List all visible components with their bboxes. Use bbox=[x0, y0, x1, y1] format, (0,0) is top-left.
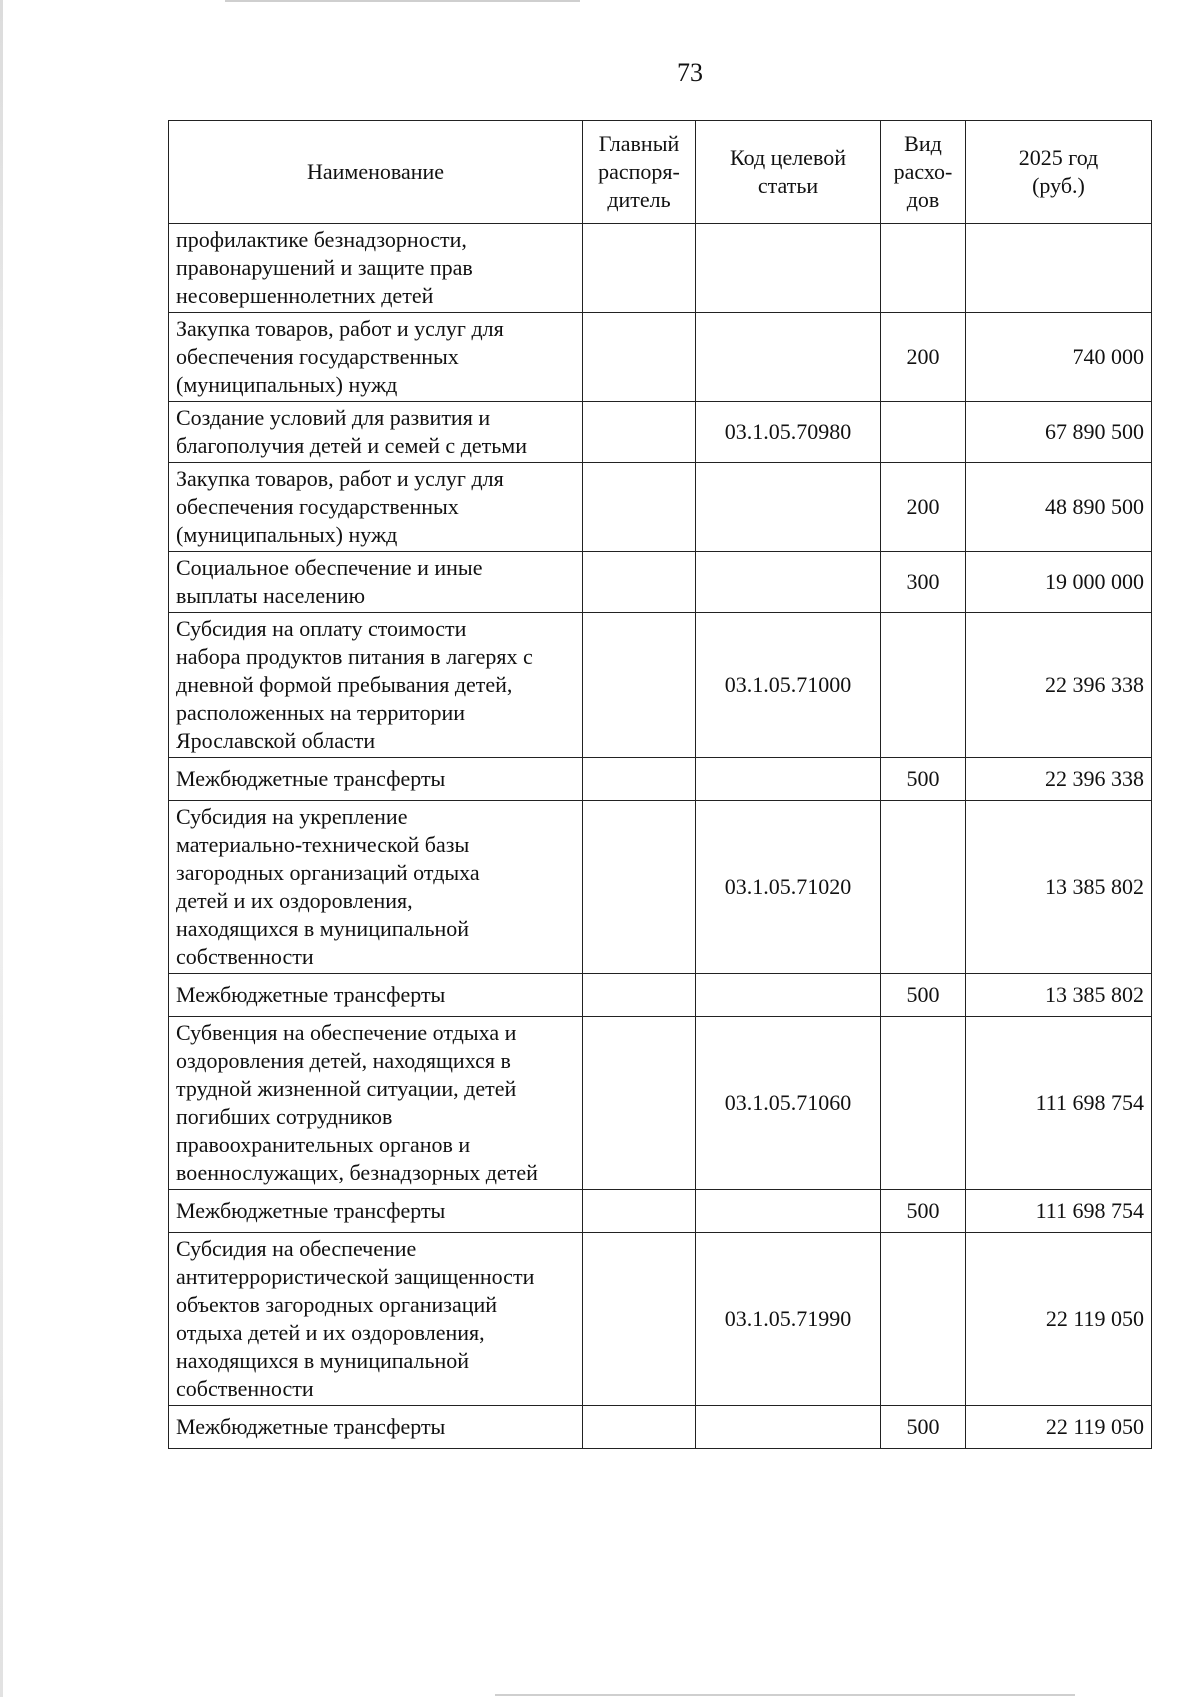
cell-vid: 500 bbox=[881, 1190, 966, 1233]
table-row bbox=[169, 1017, 1152, 1190]
table-row bbox=[169, 402, 1152, 463]
cell-manager bbox=[583, 552, 696, 613]
cell-name-line: детей и их оздоровления, bbox=[176, 888, 413, 913]
cell-vid bbox=[881, 1233, 966, 1406]
cell-name-line: военнослужащих, безнадзорных детей bbox=[176, 1160, 538, 1185]
cell-vid bbox=[881, 801, 966, 974]
table-row bbox=[169, 613, 1152, 758]
table-header-row bbox=[169, 121, 1152, 224]
cell-name bbox=[169, 1406, 583, 1449]
cell-name bbox=[169, 1017, 583, 1190]
cell-name-line: Закупка товаров, работ и услуг для bbox=[176, 316, 504, 341]
cell-vid: 200 bbox=[881, 463, 966, 552]
cell-name-line: находящихся в муниципальной bbox=[176, 1348, 470, 1373]
table-body bbox=[169, 224, 1152, 1449]
cell-vid: 500 bbox=[881, 758, 966, 801]
cell-code: 03.1.05.71990 bbox=[696, 1233, 881, 1406]
cell-vid bbox=[881, 613, 966, 758]
cell-vid: 200 bbox=[881, 313, 966, 402]
cell-name-line: благополучия детей и семей с детьми bbox=[176, 433, 527, 458]
header-code bbox=[696, 121, 881, 224]
cell-manager bbox=[583, 974, 696, 1017]
header-manager bbox=[583, 121, 696, 224]
cell-name-line: Создание условий для развития и bbox=[176, 405, 491, 430]
cell-code: 03.1.05.71000 bbox=[696, 613, 881, 758]
cell-name bbox=[169, 552, 583, 613]
cell-name-line: правоохранительных органов и bbox=[176, 1132, 471, 1157]
table-row bbox=[169, 1190, 1152, 1233]
cell-name-line: загородных организаций отдыха bbox=[176, 860, 480, 885]
header-manager-line: дитель bbox=[607, 187, 671, 212]
cell-code: 03.1.05.70980 bbox=[696, 402, 881, 463]
header-vid bbox=[881, 121, 966, 224]
table-row bbox=[169, 552, 1152, 613]
scan-edge bbox=[0, 0, 3, 1697]
cell-name-line: Субсидия на укрепление bbox=[176, 804, 408, 829]
cell-name-line: обеспечения государственных bbox=[176, 344, 459, 369]
page-number: 73 bbox=[677, 58, 703, 87]
cell-name-line: Субсидия на оплату стоимости bbox=[176, 616, 467, 641]
cell-code: 03.1.05.71020 bbox=[696, 801, 881, 974]
cell-sum: 13 385 802 bbox=[966, 974, 1152, 1017]
cell-sum: 13 385 802 bbox=[966, 801, 1152, 974]
table-row bbox=[169, 463, 1152, 552]
cell-name bbox=[169, 313, 583, 402]
header-code-line: статьи bbox=[757, 173, 819, 198]
cell-sum: 22 119 050 bbox=[966, 1406, 1152, 1449]
cell-vid bbox=[881, 402, 966, 463]
cell-name bbox=[169, 801, 583, 974]
cell-name-line: Межбюджетные трансферты bbox=[176, 1414, 446, 1439]
header-vid-line: Вид bbox=[904, 131, 942, 156]
cell-code bbox=[696, 552, 881, 613]
cell-sum: 740 000 bbox=[966, 313, 1152, 402]
cell-sum: 48 890 500 bbox=[966, 463, 1152, 552]
cell-name-line: трудной жизненной ситуации, детей bbox=[176, 1076, 517, 1101]
cell-vid: 300 bbox=[881, 552, 966, 613]
table-row bbox=[169, 974, 1152, 1017]
header-code-line: Код целевой bbox=[730, 145, 846, 170]
cell-name-line: Межбюджетные трансферты bbox=[176, 766, 446, 791]
table-row bbox=[169, 801, 1152, 974]
table-row bbox=[169, 1233, 1152, 1406]
cell-name-line: обеспечения государственных bbox=[176, 494, 459, 519]
cell-name bbox=[169, 1190, 583, 1233]
header-vid-line: расхо- bbox=[893, 159, 953, 184]
cell-name-line: расположенных на территории bbox=[176, 700, 466, 725]
cell-manager bbox=[583, 463, 696, 552]
cell-sum: 22 396 338 bbox=[966, 613, 1152, 758]
table-row bbox=[169, 758, 1152, 801]
cell-name-line: Субсидия на обеспечение bbox=[176, 1236, 417, 1261]
cell-name bbox=[169, 758, 583, 801]
cell-name bbox=[169, 402, 583, 463]
cell-manager bbox=[583, 1233, 696, 1406]
cell-name bbox=[169, 974, 583, 1017]
cell-name-line: несовершеннолетних детей bbox=[176, 283, 434, 308]
header-sum bbox=[966, 121, 1152, 224]
cell-vid: 500 bbox=[881, 1406, 966, 1449]
cell-name-line: Закупка товаров, работ и услуг для bbox=[176, 466, 504, 491]
cell-name-line: Субвенция на обеспечение отдыха и bbox=[176, 1020, 517, 1045]
cell-name-line: правонарушений и защите прав bbox=[176, 255, 473, 280]
cell-name bbox=[169, 224, 583, 313]
cell-code: 03.1.05.71060 bbox=[696, 1017, 881, 1190]
cell-code bbox=[696, 1190, 881, 1233]
cell-name-line: антитеррористической защищенности bbox=[176, 1264, 535, 1289]
cell-manager bbox=[583, 758, 696, 801]
table-row bbox=[169, 1406, 1152, 1449]
cell-name bbox=[169, 613, 583, 758]
cell-code bbox=[696, 313, 881, 402]
cell-sum: 22 396 338 bbox=[966, 758, 1152, 801]
cell-code bbox=[696, 224, 881, 313]
header-name bbox=[169, 121, 583, 224]
cell-name-line: (муниципальных) нужд bbox=[176, 522, 398, 547]
cell-sum: 67 890 500 bbox=[966, 402, 1152, 463]
table-row bbox=[169, 313, 1152, 402]
header-sum-line: 2025 год bbox=[1018, 145, 1099, 170]
cell-name-line: Социальное обеспечение и иные bbox=[176, 555, 483, 580]
cell-name bbox=[169, 1233, 583, 1406]
cell-code bbox=[696, 463, 881, 552]
cell-code bbox=[696, 1406, 881, 1449]
cell-name bbox=[169, 463, 583, 552]
cell-name-line: объектов загородных организаций bbox=[176, 1292, 498, 1317]
header-manager-line: Главный bbox=[598, 131, 680, 156]
cell-manager bbox=[583, 1406, 696, 1449]
cell-manager bbox=[583, 1190, 696, 1233]
cell-name-line: дневной формой пребывания детей, bbox=[176, 672, 513, 697]
cell-name-line: набора продуктов питания в лагерях с bbox=[176, 644, 533, 669]
cell-name-line: собственности bbox=[176, 1376, 314, 1401]
cell-sum: 19 000 000 bbox=[966, 552, 1152, 613]
cell-code bbox=[696, 974, 881, 1017]
cell-name-line: оздоровления детей, находящихся в bbox=[176, 1048, 511, 1073]
cell-sum: 111 698 754 bbox=[966, 1017, 1152, 1190]
cell-manager bbox=[583, 313, 696, 402]
budget-table bbox=[168, 120, 1152, 1449]
cell-sum: 111 698 754 bbox=[966, 1190, 1152, 1233]
cell-name-line: Ярославской области bbox=[176, 728, 376, 753]
cell-name-line: (муниципальных) нужд bbox=[176, 372, 398, 397]
cell-vid bbox=[881, 1017, 966, 1190]
cell-name-line: отдыха детей и их оздоровления, bbox=[176, 1320, 485, 1345]
cell-manager bbox=[583, 613, 696, 758]
cell-manager bbox=[583, 801, 696, 974]
scan-mark-bottom bbox=[495, 1694, 1075, 1696]
cell-name-line: выплаты населению bbox=[176, 583, 366, 608]
scan-mark-top bbox=[225, 0, 580, 2]
cell-name-line: Межбюджетные трансферты bbox=[176, 982, 446, 1007]
header-sum-line: (руб.) bbox=[1032, 173, 1085, 198]
table-row bbox=[169, 224, 1152, 313]
header-vid-line: дов bbox=[906, 187, 940, 212]
header-name-text: Наименование bbox=[306, 159, 445, 184]
cell-name-line: Межбюджетные трансферты bbox=[176, 1198, 446, 1223]
cell-name-line: материально-технической базы bbox=[176, 832, 470, 857]
cell-name-line: погибших сотрудников bbox=[176, 1104, 393, 1129]
cell-name-line: собственности bbox=[176, 944, 314, 969]
cell-sum bbox=[966, 224, 1152, 313]
cell-name-line: находящихся в муниципальной bbox=[176, 916, 470, 941]
cell-manager bbox=[583, 402, 696, 463]
header-manager-line: распоря- bbox=[598, 159, 680, 184]
cell-manager bbox=[583, 1017, 696, 1190]
cell-vid bbox=[881, 224, 966, 313]
cell-code bbox=[696, 758, 881, 801]
cell-sum: 22 119 050 bbox=[966, 1233, 1152, 1406]
cell-name-line: профилактике безнадзорности, bbox=[176, 227, 467, 252]
cell-manager bbox=[583, 224, 696, 313]
cell-vid: 500 bbox=[881, 974, 966, 1017]
